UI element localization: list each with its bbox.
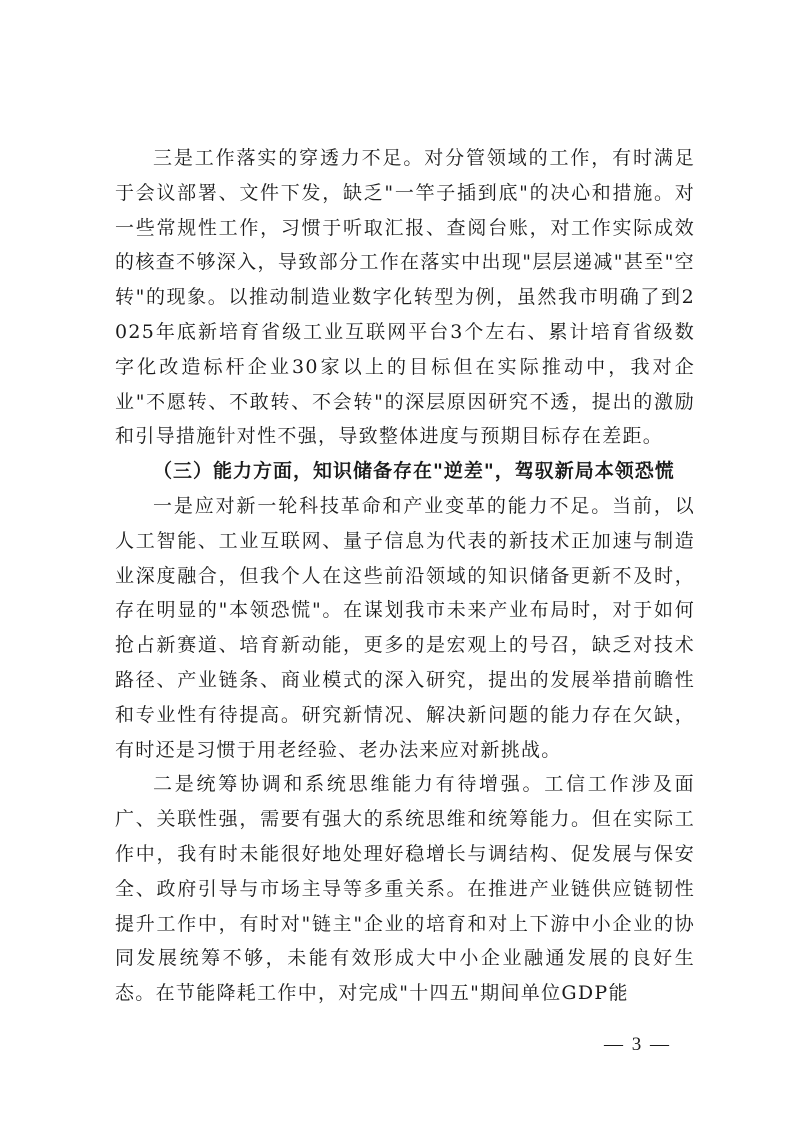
document-body — [115, 141, 695, 1011]
paragraph-tech-revolution: 一是应对新一轮科技革命和产业变革的能力不足。当前，以人工智能、工业互联网、量子信息为代表的新技术正加速与制造业深度融合，但我个人在这些前沿领域的知识储备更新不及时，存在明显的"本领恐慌"。在谋划我市未来产业布局时，对于如何抢占新赛道、培育新动能，更多的是宏观上的号召，缺乏对技术路径、产业链条、商业模式的深入研究，提出的发展举措前瞻性和专业性有待提高。研究新情况、解决新问题的能力存在欠缺，有时还是习惯于用老经验、老办法来应对新挑战。 — [115, 494, 695, 761]
section-heading-ability: （三）能力方面，知识储备存在"逆差"，驾驭新局本领恐慌 — [153, 460, 675, 483]
paragraph-coordination: 二是统筹协调和系统思维能力有待增强。工信工作涉及面广、关联性强，需要有强大的系统思维和统筹能力。但在实际工作中，我有时未能很好地处理好稳增长与调结构、促发展与保安全、政府引导与市场主导等多重关系。在推进产业链供应链韧性提升工作中，有时对"链主"企业的培育和对上下游中小企业的协同发展统筹不够，未能有效形成大中小企业融通发展的良好生态。在节能降耗工作中，对完成"十四五"期间单位GDP能 — [115, 773, 695, 1005]
paragraph-work-implementation: 三是工作落实的穿透力不足。对分管领域的工作，有时满足于会议部署、文件下发，缺乏"一竿子插到底"的决心和措施。对一些常规性工作，习惯于听取汇报、查阅台账，对工作实际成效的核查不够深入，导致部分工作在落实中出现"层层递减"甚至"空转"的现象。以推动制造业数字化转型为例，虽然我市明确了到2025年底新培育省级工业互联网平台3个左右、累计培育省级数字化改造标杆企业30家以上的目标但在实际推动中，我对企业"不愿转、不敢转、不会转"的深层原因研究不透，提出的激励和引导措施针对性不强，导致整体进度与预期目标存在差距。 — [115, 147, 695, 448]
page-number: — 3 — — [604, 1034, 671, 1055]
